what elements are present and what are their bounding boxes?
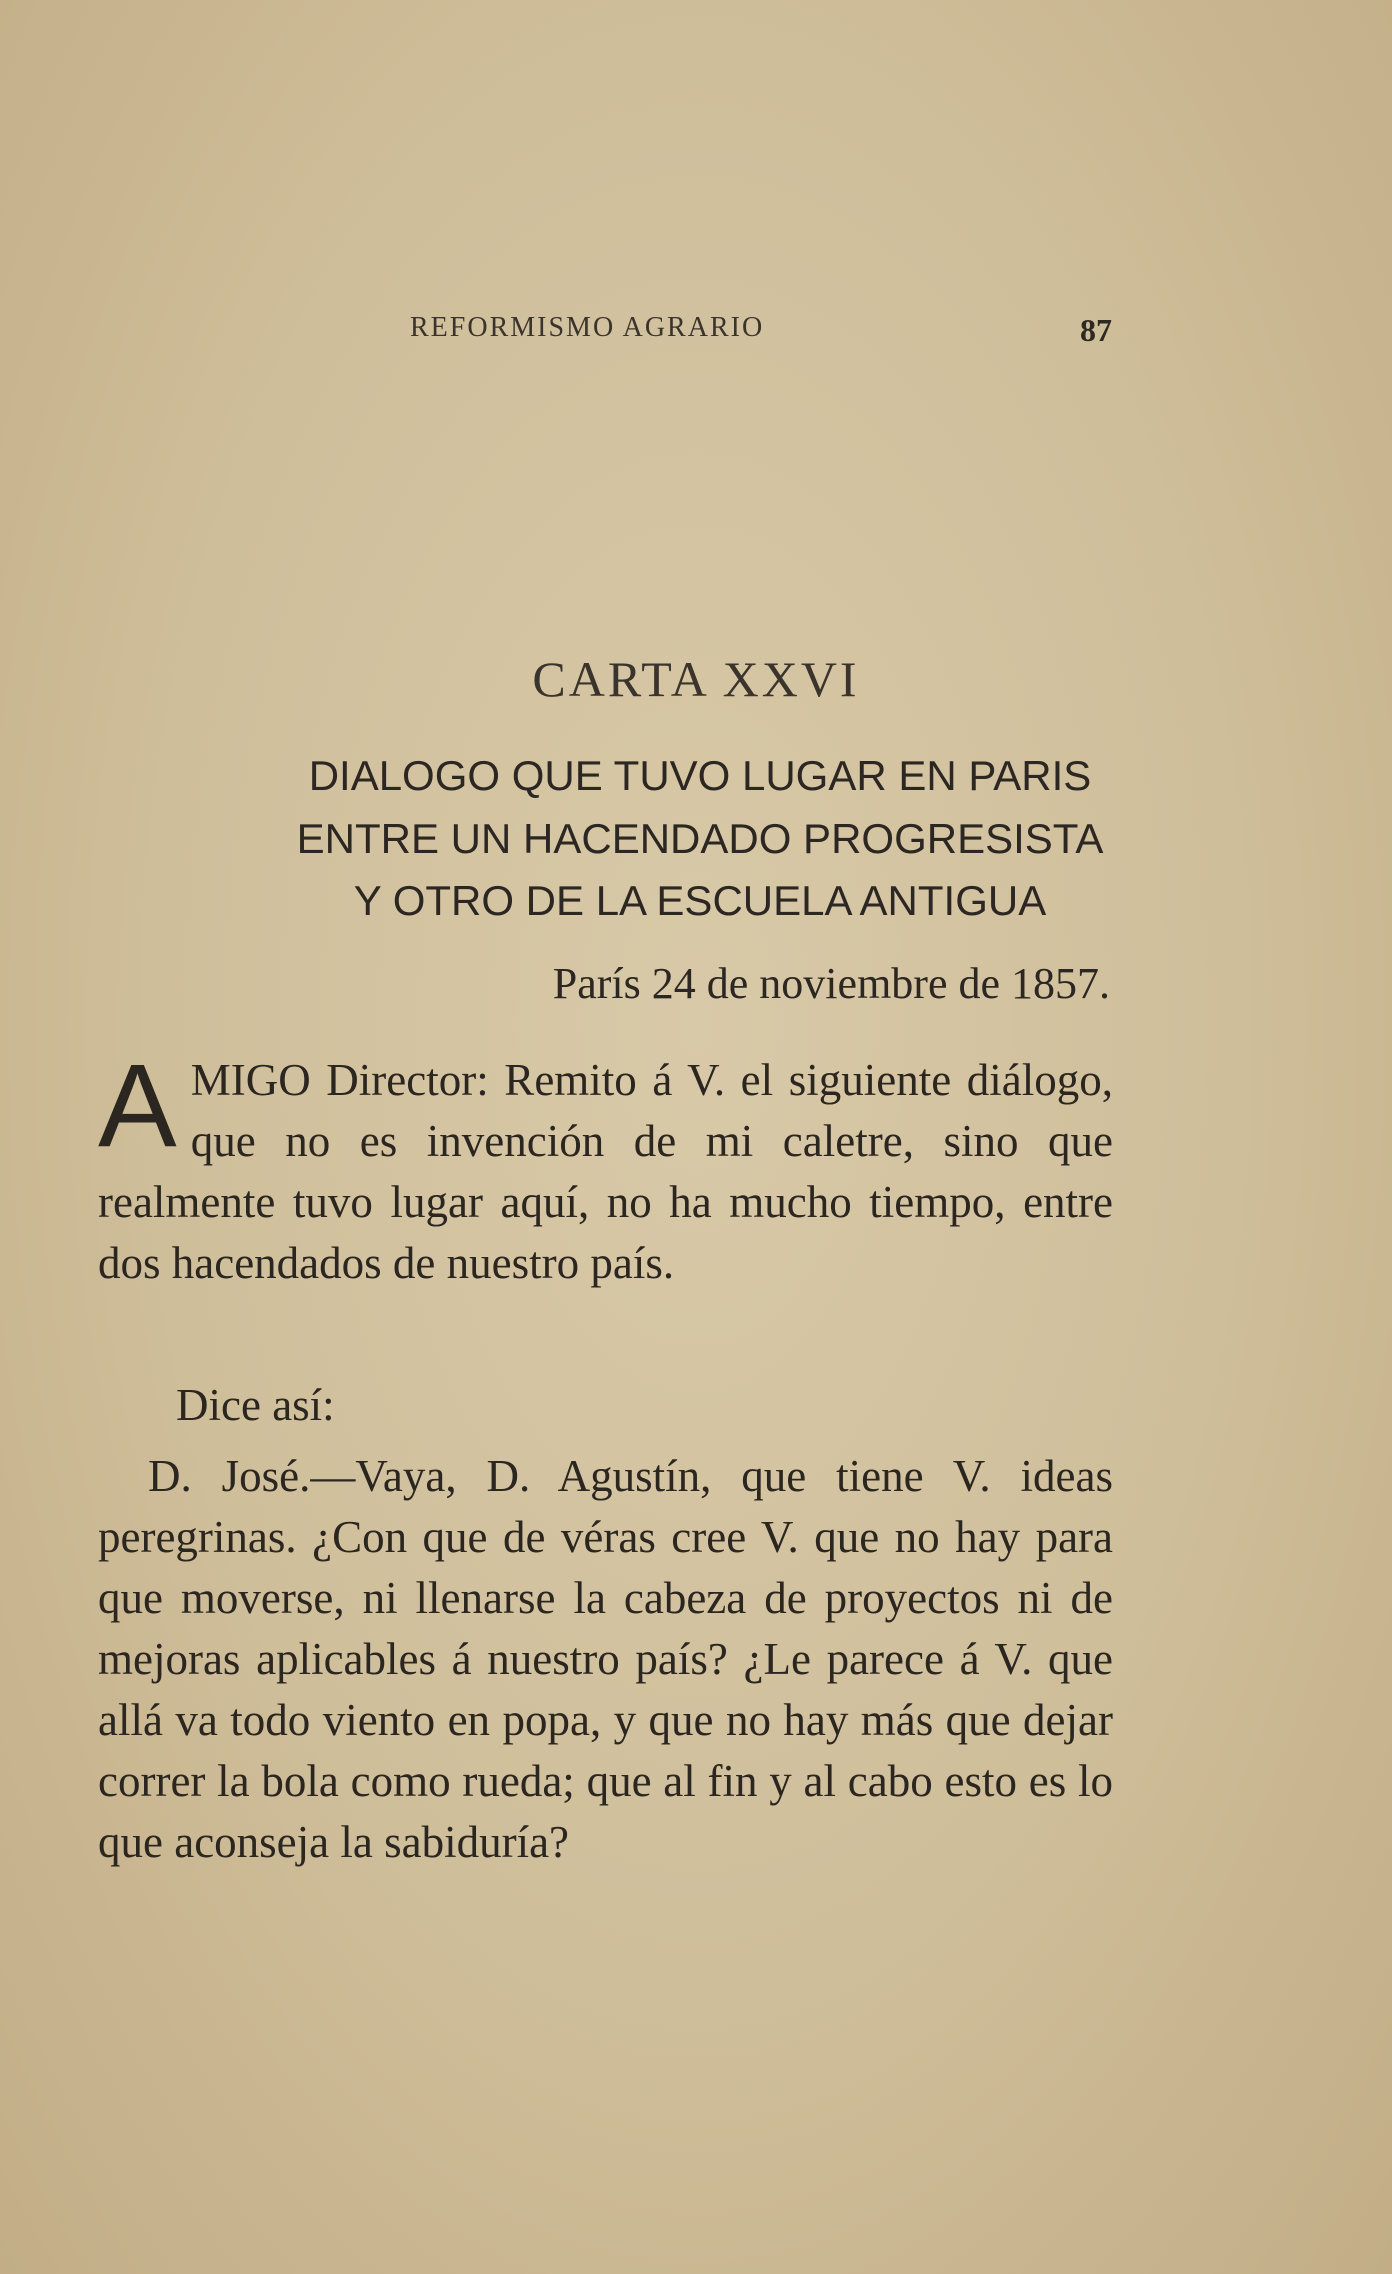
letter-title: CARTA XXVI	[532, 651, 860, 707]
running-head	[0, 312, 1392, 352]
paragraph-1-text: MIGO Director: Remito á V. el siguiente diálogo, que no es invención de mi caletre, sino que realmente tuvo lugar aquí, no ha mucho tiempo, entre dos hacendados de nuestro país.	[98, 1055, 1113, 1288]
dateline: París 24 de noviembre de 1857.	[552, 959, 1110, 1008]
page-number: 87	[1080, 312, 1112, 348]
running-title: REFORMISMO AGRARIO	[410, 312, 765, 343]
paragraph-1	[98, 1040, 1113, 1294]
paragraph-3: D. José.—Vaya, D. Agustín, que tiene V. ideas peregrinas. ¿Con que de véras cree V. que no hay para que moverse, ni llenarse la cabeza de proyectos ni de mejoras aplicables á nuestro país? ¿Le parece á V. que allá va todo viento en popa, y que no hay más que dejar correr la bola como rueda; que al fin y al cabo esto es lo que aconseja la sabiduría?	[98, 1451, 1113, 1867]
drop-cap: A	[98, 1040, 177, 1172]
paragraph-2: Dice así:	[176, 1380, 335, 1430]
subtitle-line-3: Y OTRO DE LA ESCUELA ANTIGUA	[353, 877, 1047, 924]
subtitle-line-1: DIALOGO QUE TUVO LUGAR EN PARIS	[308, 752, 1092, 799]
subtitle-line-2: ENTRE UN HACENDADO PROGRESISTA	[296, 815, 1104, 862]
